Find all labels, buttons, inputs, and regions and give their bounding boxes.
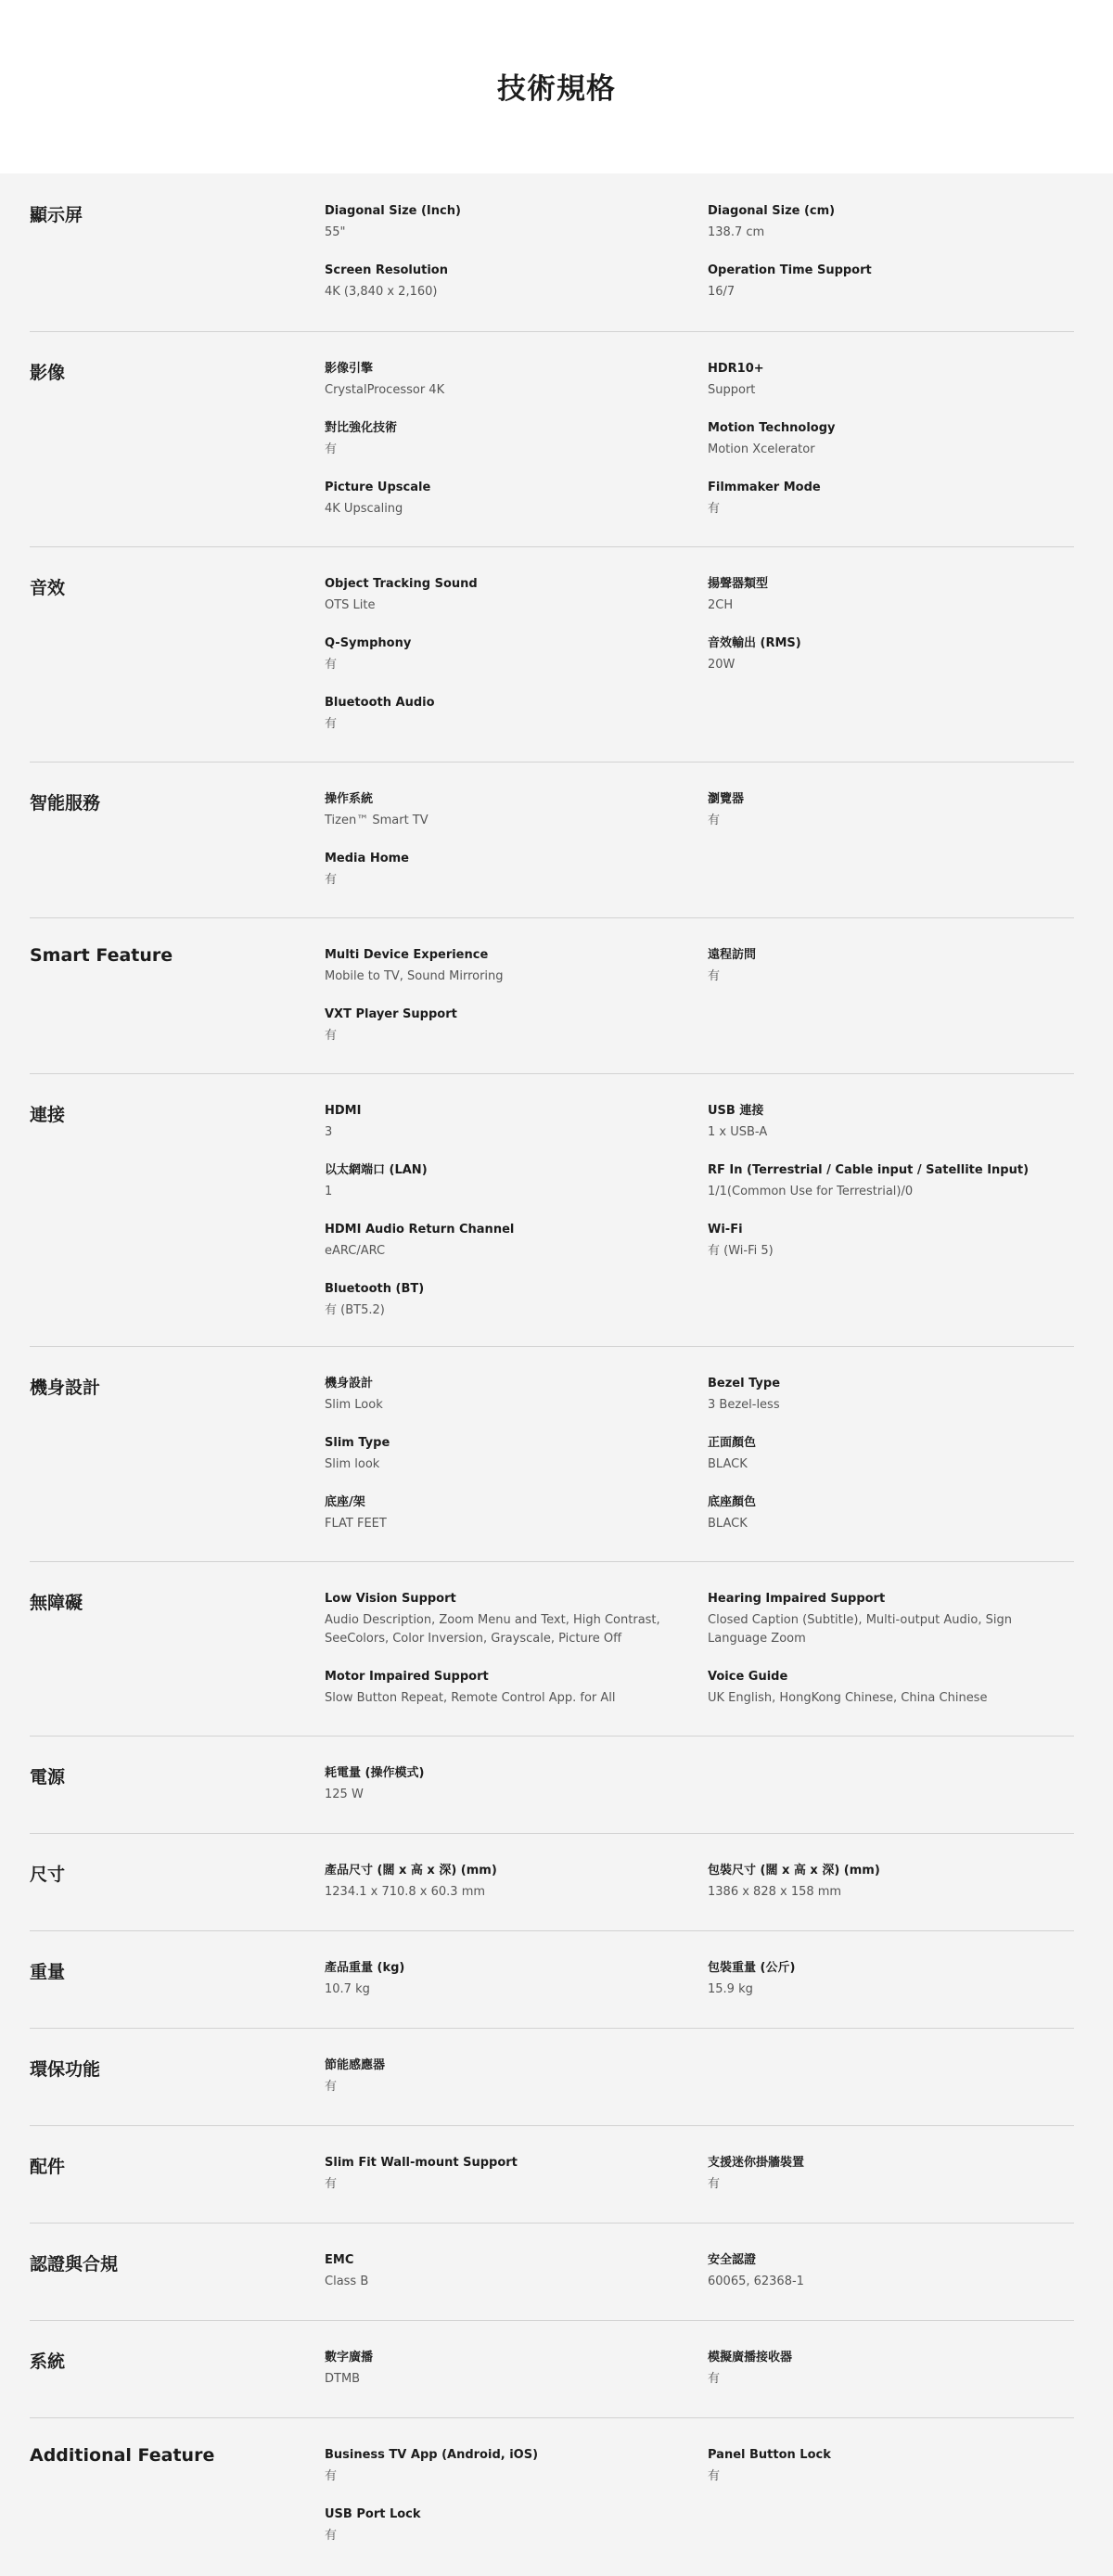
section-title: 連接 [30, 1105, 66, 1125]
spec-grid [325, 1591, 1074, 1708]
spec-value: 55" [325, 225, 346, 239]
spec-value: 有 [708, 502, 721, 516]
spec-item [708, 1591, 1074, 1648]
spec-label: Bluetooth (BT) [325, 1282, 425, 1296]
spec-label: 正面顏色 [708, 1436, 757, 1450]
spec-value: 10.7 kg [325, 1982, 370, 1996]
spec-label: 底座/架 [325, 1495, 365, 1509]
spec-item [325, 2252, 708, 2291]
spec-value: Support [708, 383, 756, 397]
section-title: 影像 [30, 363, 66, 383]
spec-grid [325, 2155, 1074, 2194]
spec-item [325, 635, 708, 674]
spec-item [708, 576, 1074, 615]
spec-section [30, 546, 1074, 763]
spec-value: 有 [325, 2177, 338, 2191]
section-title: 重量 [30, 1962, 66, 1982]
spec-label: Diagonal Size (Inch) [325, 204, 461, 218]
section-title: Smart Feature [30, 945, 173, 966]
spec-label: USB 連接 [708, 1104, 764, 1118]
spec-item [708, 1162, 1074, 1201]
spec-section [30, 2320, 1074, 2418]
spec-value: 2CH [708, 598, 734, 612]
spec-value: 有 [325, 2529, 338, 2543]
spec-label: Business TV App (Android, iOS) [325, 2448, 539, 2462]
spec-item [708, 420, 1074, 459]
spec-label: Motion Technology [708, 421, 836, 435]
spec-label: 產品尺寸 (闊 x 高 x 深) (mm) [325, 1864, 497, 1878]
spec-item [325, 1281, 708, 1320]
spec-value: Motion Xcelerator [708, 442, 815, 456]
spec-label: 遠程訪問 [708, 948, 757, 962]
section-title: 智能服務 [30, 793, 101, 814]
spec-label: 揚聲器類型 [708, 577, 769, 591]
spec-label: Diagonal Size (cm) [708, 204, 836, 218]
spec-section [30, 1930, 1074, 2029]
section-title: 尺寸 [30, 1865, 66, 1885]
spec-value: 有 [325, 658, 338, 672]
spec-item [708, 1435, 1074, 1474]
spec-value: Mobile to TV, Sound Mirroring [325, 969, 504, 983]
spec-item [708, 791, 1074, 830]
spec-item [708, 2447, 1074, 2486]
spec-value: 有 [325, 1029, 338, 1043]
spec-value: 有 [708, 2177, 721, 2191]
spec-label: 底座顏色 [708, 1495, 757, 1509]
spec-item [708, 263, 1074, 301]
spec-item [708, 480, 1074, 519]
spec-value: 有 [325, 2080, 338, 2094]
spec-label: 數字廣播 [325, 2351, 374, 2365]
spec-value: 1 [325, 1185, 333, 1198]
spec-section [30, 2028, 1074, 2126]
spec-label: Filmmaker Mode [708, 481, 821, 494]
spec-section [30, 2223, 1074, 2321]
spec-item [708, 1669, 1074, 1708]
spec-value: 15.9 kg [708, 1982, 753, 1996]
section-title: 環保功能 [30, 2059, 101, 2080]
spec-value: CrystalProcessor 4K [325, 383, 445, 397]
spec-label: Multi Device Experience [325, 948, 489, 962]
spec-item [325, 695, 708, 734]
spec-label: Motor Impaired Support [325, 1670, 489, 1684]
spec-item [708, 947, 1074, 986]
spec-value: BLACK [708, 1457, 748, 1471]
spec-value: 有 [708, 814, 721, 827]
section-title: 音效 [30, 578, 66, 598]
spec-item [325, 1765, 708, 1804]
spec-section [30, 2125, 1074, 2224]
spec-item [708, 1376, 1074, 1415]
section-title: 顯示屏 [30, 205, 83, 225]
spec-grid [325, 1376, 1074, 1533]
spec-item [708, 1103, 1074, 1142]
specs-table [0, 173, 1113, 2576]
spec-grid [325, 947, 1074, 1045]
spec-value: UK English, HongKong Chinese, China Chinese [708, 1691, 988, 1705]
spec-value: 20W [708, 658, 736, 672]
spec-value: 1386 x 828 x 158 mm [708, 1885, 842, 1899]
spec-section [30, 1736, 1074, 1834]
spec-grid [325, 361, 1074, 519]
spec-label: 支援迷你掛牆裝置 [708, 2156, 805, 2170]
spec-item [708, 2350, 1074, 2389]
spec-section [30, 1833, 1074, 1931]
spec-grid [325, 1863, 1074, 1902]
spec-label: RF In (Terrestrial / Cable input / Satellite Input) [708, 1163, 1030, 1177]
spec-item [708, 635, 1074, 674]
spec-item [325, 1494, 708, 1533]
spec-item [325, 576, 708, 615]
section-title: 無障礙 [30, 1593, 83, 1613]
spec-grid [325, 2252, 1074, 2291]
spec-value: Class B [325, 2275, 369, 2288]
spec-label: 模擬廣播接收器 [708, 2351, 793, 2365]
spec-item [708, 1222, 1074, 1261]
spec-label: Picture Upscale [325, 481, 431, 494]
page-title: 技術規格 [497, 72, 616, 106]
spec-label: Slim Type [325, 1436, 390, 1450]
spec-value: 有 [325, 442, 338, 456]
spec-label: 耗電量 (操作模式) [325, 1766, 425, 1780]
spec-value: 有 [708, 2469, 721, 2483]
spec-label: 包裝尺寸 (闊 x 高 x 深) (mm) [708, 1864, 880, 1878]
spec-item [708, 1494, 1074, 1533]
spec-grid [325, 1960, 1074, 1999]
spec-value: 3 Bezel-less [708, 1398, 780, 1412]
spec-section [30, 917, 1074, 1074]
spec-value: eARC/ARC [325, 1244, 386, 1258]
spec-item [325, 1591, 708, 1648]
spec-label: VXT Player Support [325, 1007, 457, 1021]
spec-item [325, 2447, 708, 2486]
spec-value: Closed Caption (Subtitle), Multi-output Audio, Sign Language Zoom [708, 1613, 1012, 1646]
spec-label: USB Port Lock [325, 2507, 421, 2521]
spec-value: BLACK [708, 1517, 748, 1531]
spec-item [708, 2155, 1074, 2194]
spec-label: 機身設計 [325, 1377, 374, 1391]
spec-label: 節能感應器 [325, 2058, 386, 2072]
spec-label: HDMI [325, 1104, 362, 1118]
spec-value: 125 W [325, 1788, 364, 1801]
spec-label: Low Vision Support [325, 1592, 456, 1606]
spec-item [325, 1960, 708, 1999]
spec-value: 138.7 cm [708, 225, 765, 239]
spec-value: Slim look [325, 1457, 380, 1471]
spec-value: 4K Upscaling [325, 502, 403, 516]
spec-item [325, 480, 708, 519]
spec-label: 包裝重量 (公斤) [708, 1961, 796, 1975]
spec-label: 影像引擎 [325, 362, 374, 376]
spec-value: 有 [325, 873, 338, 887]
spec-label: Voice Guide [708, 1670, 788, 1684]
spec-item [325, 203, 708, 242]
spec-value: OTS Lite [325, 598, 376, 612]
spec-grid [325, 791, 1074, 890]
section-title: 認證與合規 [30, 2254, 119, 2275]
spec-value: Tizen™ Smart TV [325, 814, 429, 827]
spec-item [325, 361, 708, 400]
spec-value: 16/7 [708, 285, 736, 299]
spec-grid [325, 203, 1074, 301]
spec-value: Slim Look [325, 1398, 383, 1412]
spec-item [708, 203, 1074, 242]
spec-item [325, 1006, 708, 1045]
spec-value: 有 (Wi-Fi 5) [708, 1244, 774, 1258]
section-title: 配件 [30, 2157, 66, 2177]
spec-item [325, 947, 708, 986]
spec-item [325, 1435, 708, 1474]
spec-label: 瀏覽器 [708, 792, 745, 806]
spec-label: Media Home [325, 852, 409, 865]
spec-value: 有 [708, 969, 721, 983]
spec-section [30, 1073, 1074, 1347]
spec-item [325, 420, 708, 459]
spec-item [708, 1960, 1074, 1999]
spec-grid [325, 1103, 1074, 1320]
spec-label: Slim Fit Wall-mount Support [325, 2156, 518, 2170]
spec-item [325, 1863, 708, 1902]
spec-item [325, 851, 708, 890]
spec-label: Screen Resolution [325, 263, 448, 277]
spec-value: 60065, 62368-1 [708, 2275, 804, 2288]
spec-label: 以太網端口 (LAN) [325, 1163, 428, 1177]
spec-section [30, 1561, 1074, 1737]
spec-label: HDMI Audio Return Channel [325, 1223, 515, 1237]
spec-section [30, 1346, 1074, 1562]
spec-value: 有 [325, 717, 338, 731]
spec-item [708, 2252, 1074, 2291]
spec-section [30, 173, 1074, 332]
spec-item [325, 1669, 708, 1708]
spec-item [325, 1162, 708, 1201]
spec-grid [325, 2350, 1074, 2389]
spec-value: 1 x USB-A [708, 1125, 768, 1139]
spec-value: FLAT FEET [325, 1517, 387, 1531]
spec-value: 有 (BT5.2) [325, 1303, 385, 1317]
spec-value: 4K (3,840 x 2,160) [325, 285, 438, 299]
spec-label: Q-Symphony [325, 636, 412, 650]
spec-item [325, 263, 708, 301]
spec-value: 1234.1 x 710.8 x 60.3 mm [325, 1885, 486, 1899]
spec-label: 操作系統 [325, 792, 374, 806]
spec-label: Wi-Fi [708, 1223, 743, 1237]
spec-grid [325, 2447, 1074, 2545]
spec-label: Operation Time Support [708, 263, 872, 277]
spec-value: Audio Description, Zoom Menu and Text, High Contrast, SeeColors, Color Inversion, Grayscale, Picture Off [325, 1613, 660, 1646]
spec-label: 安全認證 [708, 2253, 757, 2267]
spec-label: Panel Button Lock [708, 2448, 831, 2462]
spec-label: HDR10+ [708, 362, 764, 376]
spec-item [708, 361, 1074, 400]
spec-value: Slow Button Repeat, Remote Control App. for All [325, 1691, 616, 1705]
page-header [0, 0, 1113, 173]
spec-item [325, 1376, 708, 1415]
spec-item [325, 1222, 708, 1261]
section-title: 電源 [30, 1767, 66, 1788]
spec-item [708, 1863, 1074, 1902]
spec-section [30, 2417, 1074, 2573]
spec-value: 3 [325, 1125, 333, 1139]
spec-grid [325, 2057, 1074, 2096]
spec-label: Object Tracking Sound [325, 577, 478, 591]
spec-item [325, 2506, 708, 2545]
spec-section [30, 762, 1074, 918]
spec-section [30, 331, 1074, 547]
spec-item [325, 2350, 708, 2389]
spec-value: 有 [325, 2469, 338, 2483]
spec-label: EMC [325, 2253, 354, 2267]
spec-label: Bluetooth Audio [325, 696, 435, 710]
section-title: 系統 [30, 2352, 66, 2372]
spec-label: Bezel Type [708, 1377, 781, 1391]
spec-value: 1/1(Common Use for Terrestrial)/0 [708, 1185, 914, 1198]
spec-grid [325, 1765, 1074, 1804]
spec-item [325, 1103, 708, 1142]
spec-label: Hearing Impaired Support [708, 1592, 886, 1606]
spec-item [325, 2155, 708, 2194]
spec-label: 音效輸出 (RMS) [708, 636, 801, 650]
spec-label: 產品重量 (kg) [325, 1961, 405, 1975]
section-title: 機身設計 [30, 1378, 101, 1398]
spec-value: DTMB [325, 2372, 361, 2386]
spec-item [325, 791, 708, 830]
spec-item [325, 2057, 708, 2096]
section-title: Additional Feature [30, 2445, 215, 2466]
spec-label: 對比強化技術 [325, 421, 398, 435]
spec-grid [325, 576, 1074, 734]
spec-value: 有 [708, 2372, 721, 2386]
